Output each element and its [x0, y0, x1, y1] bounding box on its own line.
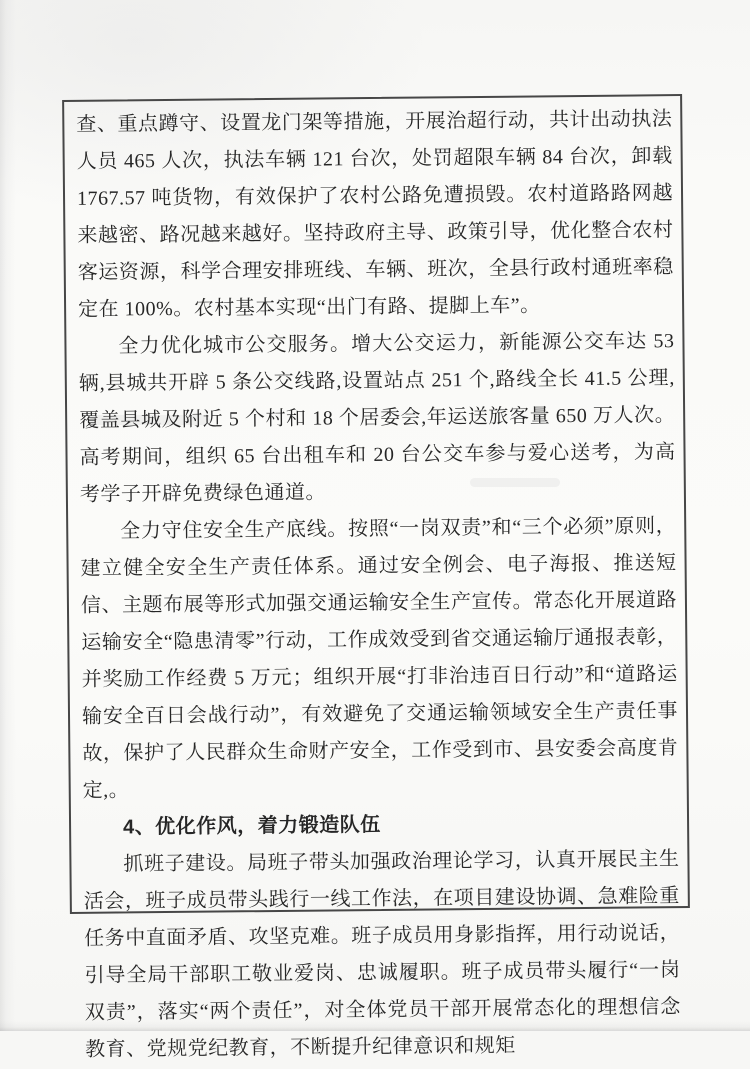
paragraph-city-bus-service: 全力优化城市公交服务。增大公交运力，新能源公交车达 53 辆,县城共开辟 5 条公交线路,设置站点 251 个,路线全长 41.5 公理,覆盖县城及附近 5 个村和 18 个居委会,年运送旅客量 650 万人次。高考期间，组织 65 台出租车和 20 台公交车参与爱心送考，为高考学子开辟免费绿色通道。	[78, 330, 676, 506]
document-text-frame	[62, 94, 690, 1061]
paragraph-team-building: 抓班子建设。局班子带头加强政治理论学习，认真开展民主生活会，班子成员带头践行一线工作法，在项目建设协调、急难险重任务中直面矛盾、攻坚克难。班子成员用身影指挥，用行动说话，引导全局干部职工敬业爱岗、忠诚履职。班子成员带头履行“一岗双责”，落实“两个责任”，对全体党员干部开展常态化的理想信念教育、党规党纪教育，不断提升纪律意识和规矩	[83, 848, 681, 1061]
paragraph-overload-enforcement: 查、重点蹲守、设置龙门架等措施，开展治超行动，共计出动执法人员 465 人次，执法车辆 121 台次，处罚超限车辆 84 台次，卸载 1767.57 吨货物，有效保护了农村公路免遭损毁。农村道路路网越来越密、路况越来越好。坚持政府主导、政策引导，优化整合农村客运资源，科学合理安排班线、车辆、班次，全县行政村通班率稳定在 100%。农村基本实现“出门有路、提脚上车”。	[76, 108, 674, 321]
section-heading-4-work-style: 4、优化作风，着力锻造队伍	[122, 813, 381, 839]
paragraph-production-safety: 全力守住安全生产底线。按照“一岗双责”和“三个必须”原则，建立健全安全生产责任体系。通过安全例会、电子海报、推送短信、主题布展等形式加强交通运输安全生产宣传。常态化开展道路运输安全“隐患清零”行动，工作成效受到省交通运输厅通报表彰，并奖励工作经费 5 万元；组织开展“打非治违百日行动”和“道路运输安全百日会战行动”，有效避免了交通运输领域安全生产责任事故，保护了人民群众生命财产安全，工作受到市、县安委会高度肯定,。	[80, 515, 679, 802]
